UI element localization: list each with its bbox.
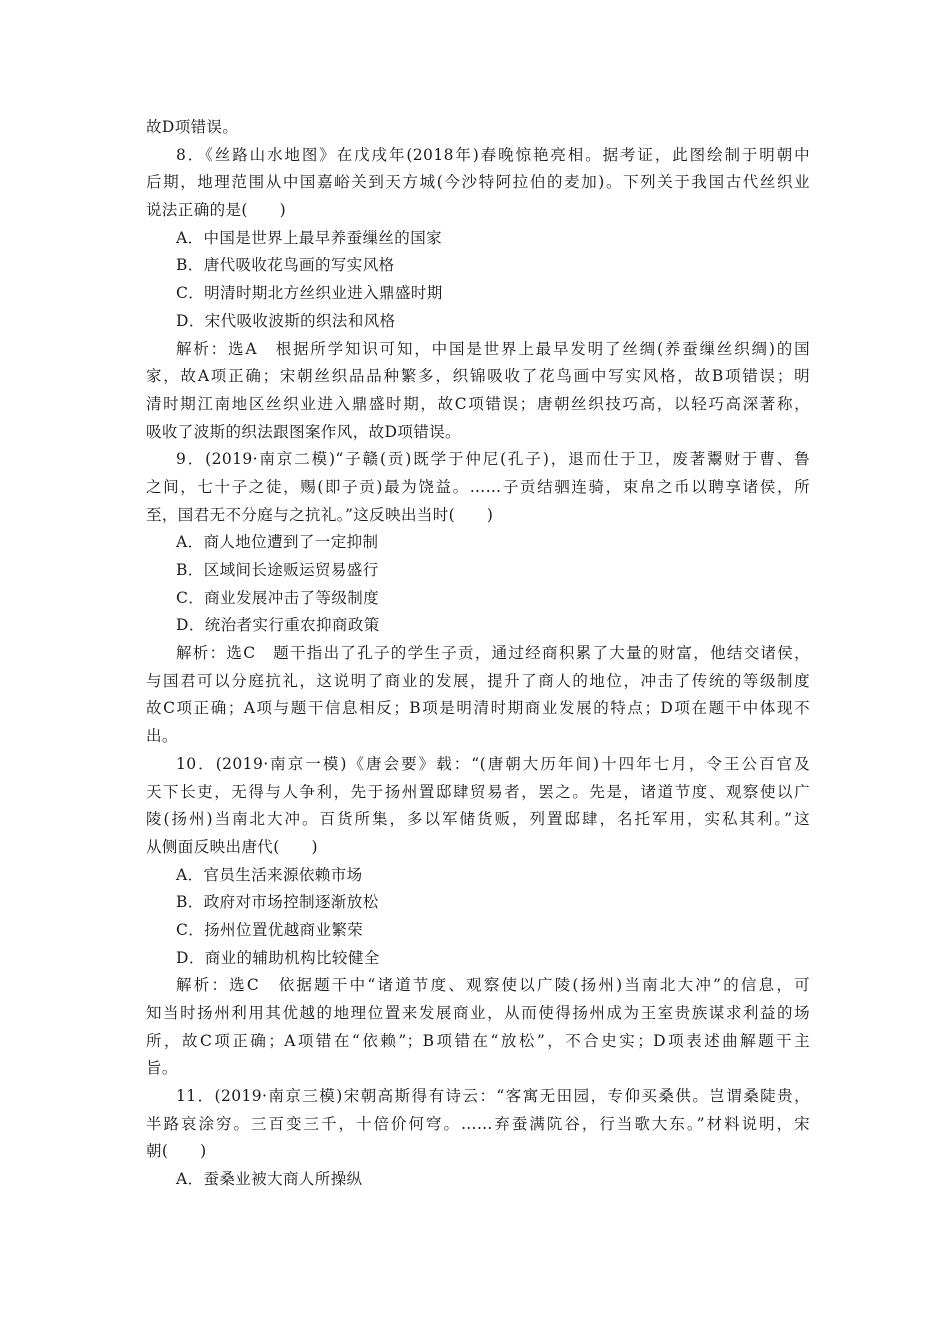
text-line: 9．(2019·南京二模)“子赣(贡)既学于仲尼(孔子)，退而仕于卫，废著鬻财于曹、鲁	[176, 450, 810, 469]
text-line: B．政府对市场控制逐渐放松	[176, 893, 379, 912]
text-line: A．中国是世界上最早养蚕缫丝的国家	[176, 228, 442, 247]
text-line: 8．《丝路山水地图》在戊戌年(2018年)春晚惊艳亮相。据考证，此图绘制于明朝中	[176, 145, 810, 164]
text-line: 知当时扬州利用其优越的地理位置来发展商业，从而使得扬州成为王室贵族谋求利益的场	[146, 1004, 810, 1022]
text-line: 说法正确的是( )	[146, 201, 287, 220]
text-line: D．统治者实行重农抑商政策	[176, 616, 380, 635]
text-line: A．商人地位遭到了一定抑制	[176, 533, 379, 552]
text-line: C．明清时期北方丝织业进入鼎盛时期	[176, 284, 443, 303]
text-line: 所，故C项正确；A项错在“依赖”；B项错在“放松”，不合史实；D项表述曲解题干主	[146, 1031, 810, 1050]
text-line: A．官员生活来源依赖市场	[176, 865, 363, 884]
text-line: 从侧面反映出唐代( )	[146, 837, 318, 856]
text-line: 朝( )	[146, 1142, 207, 1161]
text-line: 解析：选C 题干指出了孔子的学生子贡，通过经商积累了大量的财富，他结交诸侯，	[176, 644, 810, 663]
text-line: 故D项错误。	[146, 118, 239, 136]
text-line: 10．(2019·南京一模)《唐会要》载：“(唐朝大历年间)十四年七月，令王公百官及	[176, 754, 810, 773]
text-line: 解析：选A 根据所学知识可知，中国是世界上最早发明了丝绸(养蚕缫丝织绸)的国	[176, 339, 810, 358]
text-line: D．宋代吸收波斯的织法和风格	[176, 311, 396, 330]
document-page	[146, 114, 810, 1194]
text-line: A．蚕桑业被大商人所操纵	[176, 1170, 363, 1189]
text-line: 故C项正确；A项与题干信息相反；B项是明清时期商业发展的特点；D项在题干中体现不	[146, 699, 810, 718]
text-line: 家，故A项正确；宋朝丝织品品种繁多，织锦吸收了花鸟画中写实风格，故B项错误；明	[146, 367, 810, 386]
text-line: 11．(2019·南京三模)宋朝高斯得有诗云：“客寓无田园，专仰买桑供。岂谓桑陡贵，	[176, 1087, 810, 1106]
text-line: 旨。	[146, 1059, 178, 1078]
text-line: 至，国君无不分庭与之抗礼。”这反映出当时( )	[146, 505, 494, 524]
text-line: 与国君可以分庭抗礼，这说明了商业的发展，提升了商人的地位，冲击了传统的等级制度	[146, 671, 810, 690]
text-line: 出。	[146, 727, 178, 746]
text-line: C．商业发展冲击了等级制度	[176, 588, 380, 607]
text-line: D．商业的辅助机构比较健全	[176, 948, 380, 967]
text-line: 天下长吏，无得与人争利，先于扬州置邸肆贸易者，罢之。先是，诸道节度、观察使以广	[146, 782, 810, 801]
text-line: 之间，七十子之徒，赐(即子贡)最为饶益。……子贡结驷连骑，束帛之币以聘享诸侯，所	[146, 477, 810, 496]
text-line: 半路哀涂穷。三百变三千，十倍价何穹。……弃蚕满阬谷，行当歌大东。”材料说明，宋	[146, 1114, 810, 1133]
text-line: 陵(扬州)当南北大冲。百货所集，多以军储货贩，列置邸肆，名托军用，实私其利。”这	[146, 810, 810, 829]
text-line: 解析：选C 依据题干中“诸道节度、观察使以广陵(扬州)当南北大冲”的信息，可	[176, 976, 810, 995]
text-line: B．区域间长途贩运贸易盛行	[176, 561, 379, 579]
text-line: B．唐代吸收花鸟画的写实风格	[176, 256, 395, 275]
text-line: 后期，地理范围从中国嘉峪关到天方城(今沙特阿拉伯的麦加)。下列关于我国古代丝织业	[146, 173, 810, 192]
text-line: 清时期江南地区丝织业进入鼎盛时期，故C项错误；唐朝丝织技巧高，以轻巧高深著称，	[146, 394, 810, 413]
text-line: C．扬州位置优越商业繁荣	[176, 920, 364, 939]
text-line: 吸收了波斯的织法跟图案作风，故D项错误。	[146, 422, 461, 441]
